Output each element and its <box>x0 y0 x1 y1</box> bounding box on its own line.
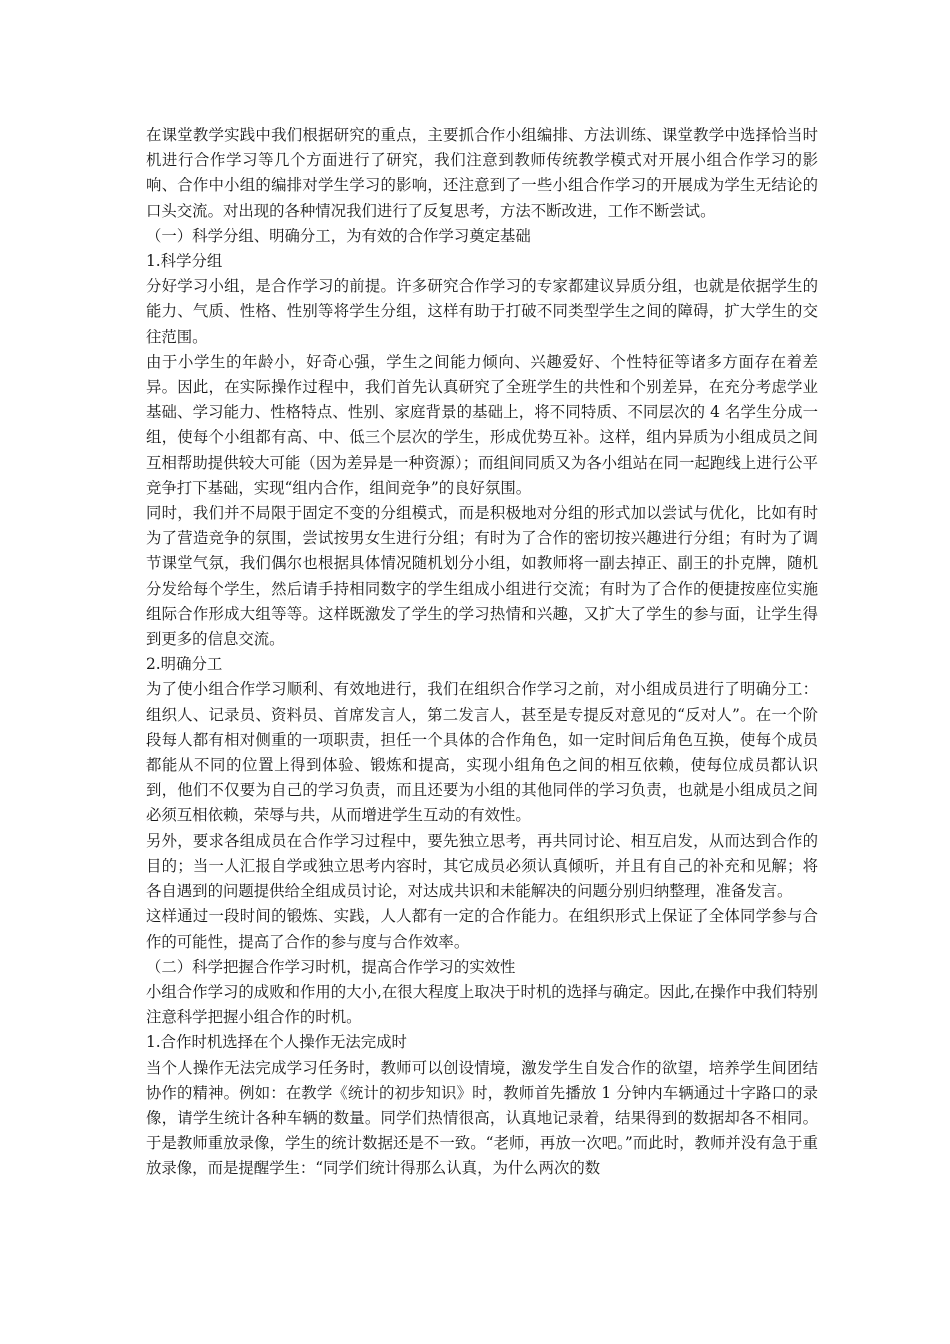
subheading-1-1: 1.科学分组 <box>146 252 223 271</box>
section-heading-2: （二）科学把握合作学习时机，提高合作学习的实效性 <box>146 957 516 976</box>
body-paragraph: 另外，要求各组成员在合作学习过程中，要先独立思考，再共同讨论、相互启发，从而达到合作的目的；当一人汇报自学或独立思考内容时，其它成员必须认真倾听，并且有自己的补充和见解；将各自遇到的问题提供给全组成员讨论，对达成共识和未能解决的问题分别归纳整理，准备发言。 <box>146 831 818 901</box>
body-paragraph: 小组合作学习的成败和作用的大小,在很大程度上取决于时机的选择与确定。因此,在操作中我们特别注意科学把握小组合作的时机。 <box>146 982 818 1027</box>
body-paragraph: 这样通过一段时间的锻炼、实践，人人都有一定的合作能力。在组织形式上保证了全体同学参与合作的可能性，提高了合作的参与度与合作效率。 <box>146 907 818 951</box>
subheading-1-2: 2.明确分工 <box>146 655 223 674</box>
subheading-2-1: 1.合作时机选择在个人操作无法完成时 <box>146 1033 407 1052</box>
body-paragraph: 分好学习小组，是合作学习的前提。许多研究合作学习的专家都建议异质分组，也就是依据学生的能力、气质、性格、性别等将学生分组，这样有助于打破不同类型学生之间的障碍，扩大学生的交往范围。 <box>146 277 818 346</box>
section-heading-1: （一）科学分组、明确分工，为有效的合作学习奠定基础 <box>146 226 531 245</box>
body-paragraph: 由于小学生的年龄小，好奇心强，学生之间能力倾向、兴趣爱好、个性特征等诸多方面存在着差异。因此，在实际操作过程中，我们首先认真研究了全班学生的共性和个别差异，在充分考虑学业基础、学习能力、性格特点、性别、家庭背景的基础上，将不同特质、不同层次的 4 名学生分成一组，使每个小组都有高、中、低三个层次的学生，形成优势互补。这样，组内异质为小组成员之间互相帮助提供较大可能（因为差异是一种资源）；而组间同质又为各小组站在同一起跑线上进行公平竞争打下基础，实现“组内合作，组间竞争”的良好氛围。 <box>146 352 818 497</box>
body-paragraph: 为了使小组合作学习顺利、有效地进行，我们在组织合作学习之前，对小组成员进行了明确分工：组织人、记录员、资料员、首席发言人，第二发言人，甚至是专提反对意见的“反对人”。在一个阶段每人都有相对侧重的一项职责，担任一个具体的合作角色，如一定时间后角色互换，使每个成员都能从不同的位置上得到体验、锻炼和提高，实现小组角色之间的相互依赖，使每位成员都认识到，他们不仅要为自己的学习负责，而且还要为小组的其他同伴的学习负责，也就是小组成员之间必须互相依赖，荣辱与共，从而增进学生互动的有效性。 <box>146 680 818 825</box>
intro-paragraph: 在课堂教学实践中我们根据研究的重点，主要抓合作小组编排、方法训练、课堂教学中选择恰当时机进行合作学习等几个方面进行了研究，我们注意到教师传统教学模式对开展小组合作学习的影响、合作中小组的编排对学生学习的影响，还注意到了一些小组合作学习的开展成为学生无结论的口头交流。对出现的各种情况我们进行了反复思考，方法不断改进，工作不断尝试。 <box>146 126 818 220</box>
body-paragraph: 同时，我们并不局限于固定不变的分组模式，而是积极地对分组的形式加以尝试与优化，比如有时为了营造竞争的氛围，尝试按男女生进行分组；有时为了合作的密切按兴趣进行分组；有时为了调节课堂气氛，我们偶尔也根据具体情况随机划分小组，如教师将一副去掉正、副王的扑克牌，随机分发给每个学生，然后请手持相同数字的学生组成小组进行交流；有时为了合作的便捷按座位实施组际合作形成大组等等。这样既激发了学生的学习热情和兴趣，又扩大了学生的参与面，让学生得到更多的信息交流。 <box>146 504 818 649</box>
document-body <box>146 123 818 1182</box>
body-paragraph: 当个人操作无法完成学习任务时，教师可以创设情境，激发学生自发合作的欲望，培养学生间团结协作的精神。例如：在教学《统计的初步知识》时，教师首先播放 1 分钟内车辆通过十字路口的录像，请学生统计各种车辆的数量。同学们热情很高，认真地记录着，结果得到的数据却各不相同。于是教师重放录像，学生的统计数据还是不一致。“老师，再放一次吧。”而此时，教师并没有急于重放录像，而是提醒学生：“同学们统计得那么认真，为什么两次的数 <box>146 1058 818 1178</box>
